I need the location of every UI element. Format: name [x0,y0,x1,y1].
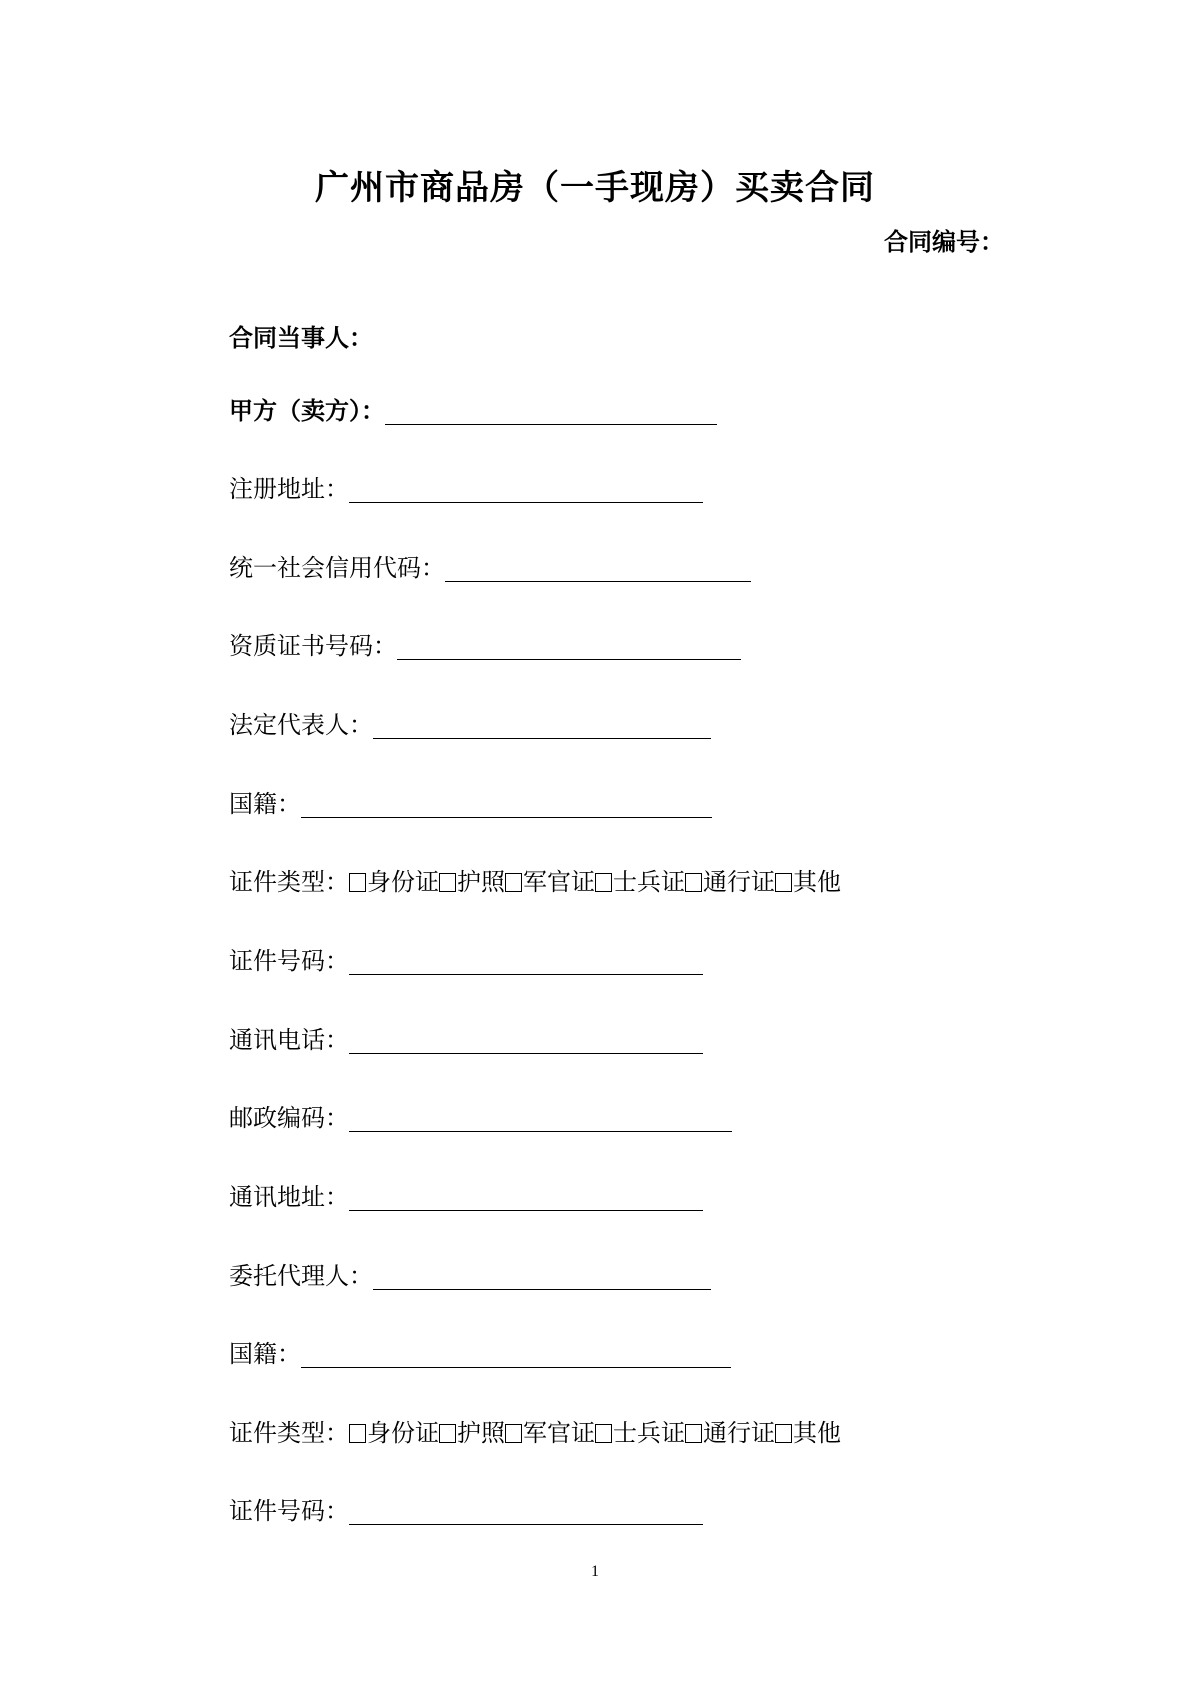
phone-blank[interactable] [349,1025,703,1054]
checkbox-soldier-id-2[interactable] [595,1424,612,1443]
id-type-label-1: 证件类型： [229,868,349,896]
document-title: 广州市商品房（一手现房）买卖合同 [315,168,875,208]
id-no-blank-2[interactable] [349,1496,703,1525]
phone-label: 通讯电话： [229,1026,349,1054]
checkbox-id-card-2[interactable] [349,1424,366,1443]
checkbox-passport-1[interactable] [439,873,456,892]
id-no-field-1 [229,943,703,979]
checkbox-officer-id-1[interactable] [505,873,522,892]
qualification-no-label: 资质证书号码： [229,632,397,660]
agent-field [229,1258,711,1294]
nationality-blank-2[interactable] [301,1339,731,1368]
id-no-field-2 [229,1493,703,1529]
legal-rep-blank[interactable] [373,710,711,739]
id-type-label-2: 证件类型： [229,1419,349,1447]
qualification-no-field [229,628,741,664]
postal-code-field [229,1100,732,1136]
checkbox-soldier-id-1[interactable] [595,873,612,892]
credit-code-label: 统一社会信用代码： [229,554,445,582]
id-type-row-2 [229,1415,841,1451]
reg-address-blank[interactable] [349,474,703,503]
checkbox-passport-2[interactable] [439,1424,456,1443]
parties-heading: 合同当事人： [229,324,373,352]
mail-address-field [229,1179,703,1215]
party-a-blank[interactable] [385,396,717,425]
option-label: 军官证 [523,868,595,896]
party-a-field [229,393,717,429]
option-label: 军官证 [523,1419,595,1447]
reg-address-field [229,471,703,507]
phone-field [229,1022,703,1058]
id-no-blank-1[interactable] [349,946,703,975]
checkbox-other-2[interactable] [775,1424,792,1443]
checkbox-other-1[interactable] [775,873,792,892]
postal-code-blank[interactable] [349,1103,732,1132]
checkbox-permit-2[interactable] [685,1424,702,1443]
option-label: 身份证 [367,868,439,896]
nationality-label-1: 国籍： [229,790,301,818]
qualification-no-blank[interactable] [397,631,741,660]
option-label: 士兵证 [613,1419,685,1447]
nationality-blank-1[interactable] [301,789,712,818]
mail-address-blank[interactable] [349,1182,703,1211]
agent-label: 委托代理人： [229,1262,373,1290]
legal-rep-label: 法定代表人： [229,711,373,739]
postal-code-label: 邮政编码： [229,1104,349,1132]
id-no-label-2: 证件号码： [229,1497,349,1525]
nationality-label-2: 国籍： [229,1340,301,1368]
credit-code-field [229,550,751,586]
option-label: 其他 [793,868,841,896]
checkbox-permit-1[interactable] [685,873,702,892]
legal-rep-field [229,707,711,743]
nationality-field-2 [229,1336,731,1372]
contract-number-label: 合同编号： [884,228,1004,256]
agent-blank[interactable] [373,1261,711,1290]
option-label: 通行证 [703,1419,775,1447]
party-a-label: 甲方（卖方）： [229,397,385,425]
option-label: 士兵证 [613,868,685,896]
mail-address-label: 通讯地址： [229,1183,349,1211]
checkbox-id-card-1[interactable] [349,873,366,892]
nationality-field-1 [229,786,712,822]
page-number: 1 [591,1563,599,1580]
reg-address-label: 注册地址： [229,475,349,503]
option-label: 护照 [457,1419,505,1447]
option-label: 通行证 [703,868,775,896]
id-no-label-1: 证件号码： [229,947,349,975]
option-label: 护照 [457,868,505,896]
option-label: 其他 [793,1419,841,1447]
id-type-row-1 [229,864,841,900]
option-label: 身份证 [367,1419,439,1447]
checkbox-officer-id-2[interactable] [505,1424,522,1443]
credit-code-blank[interactable] [445,553,751,582]
